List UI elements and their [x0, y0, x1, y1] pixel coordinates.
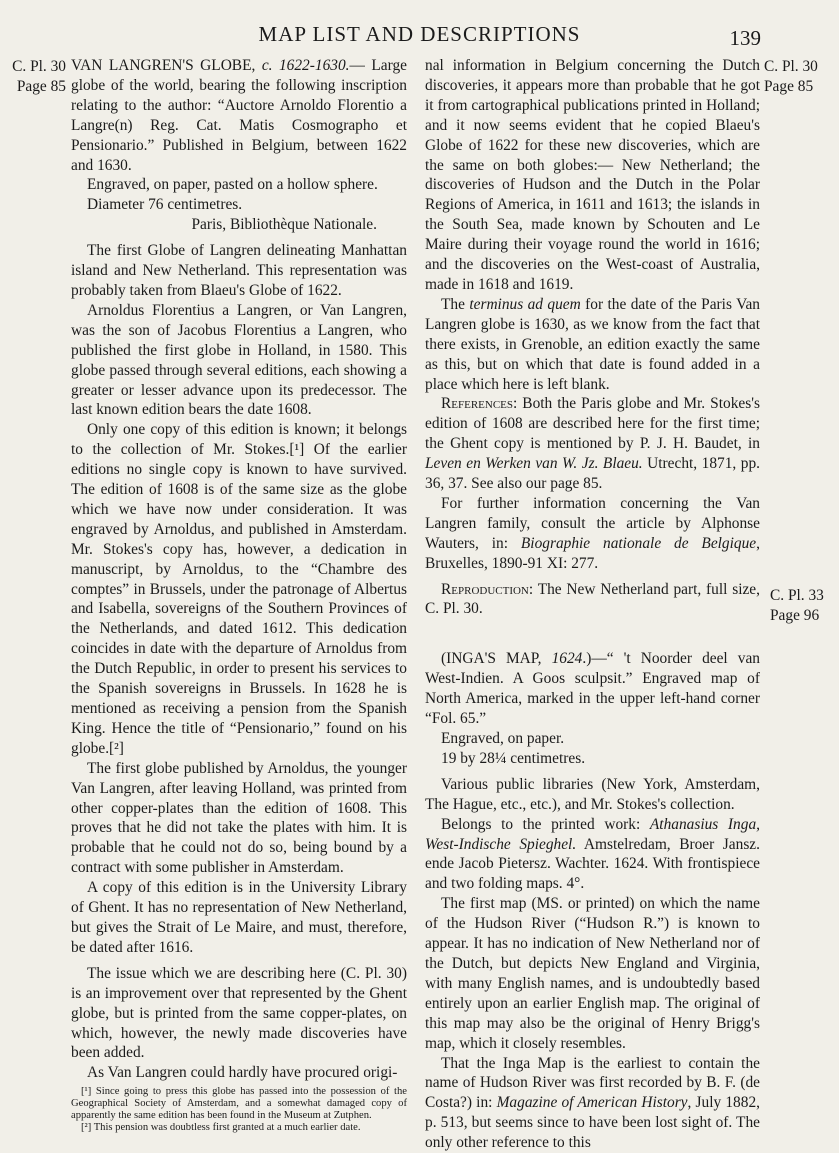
- paragraph: Engraved, on paper.: [425, 729, 760, 749]
- margin-note-right-2: [770, 586, 838, 625]
- references-label: References: [441, 395, 513, 412]
- entry-dash: —: [350, 57, 365, 74]
- footnote-1: [¹] Since going to press this globe has passed into the possession of the Geographical Society of Amsterdam, and a somewhat damaged copy of apparently the same edition has been found in the Museum at Zutphen.: [71, 1086, 407, 1122]
- location-line: Paris, Bibliothèque Nationale.: [71, 215, 407, 235]
- margin-page-ref: Page 96: [770, 606, 838, 626]
- page-header: [0, 18, 839, 54]
- entry-description: .)—“ 't Noorder deel van West-Indien. A Goos sculpsit.” Engraved map of North America, marked in the upper left-hand corner “Fol. 65.”: [425, 650, 760, 727]
- paragraph: [425, 295, 760, 395]
- entry-date: 1624: [552, 650, 583, 667]
- text-run: Belongs to the printed work:: [441, 816, 650, 833]
- section-break: [425, 619, 760, 649]
- paragraph: The first map (MS. or printed) on which the name of the Hudson River (“Hudson R.”) is known to appear. It has no indication of New Netherland nor of the Dutch, but depicts New England and Virginia, with many English names, and is undoubtedly based entirely upon an earlier English map. The original of this map may also be the original of Henry Brigg's map, which it closely resembles.: [425, 894, 760, 1053]
- paragraph: As Van Langren could hardly have procured origi-: [71, 1063, 407, 1083]
- italic-run: Leven en Werken van W. Jz. Blaeu.: [425, 455, 643, 472]
- paragraph: [425, 494, 760, 574]
- paragraph: Engraved, on paper, pasted on a hollow sphere.: [71, 175, 407, 195]
- margin-plate-ref: C. Pl. 30: [6, 57, 66, 77]
- text-run: The: [441, 296, 469, 313]
- text-run: for the date of the Paris Van Langren globe is 1630, as we know from the fact that there exists, in Grenoble, an edition exactly the same as this, but on which that date is found added in a place which here is left blank.: [425, 296, 760, 393]
- text-run: , Bruxelles, 1890-91 XI: 277.: [425, 535, 760, 572]
- entry-title: (INGA'S MAP,: [441, 650, 552, 667]
- paragraph: Only one copy of this edition is known; it belongs to the collection of Mr. Stokes.[¹] Of the earlier editions no single copy is known to have survived. The edition of 1608 is of the same size as the globe which we have now under consideration. It was engraved by Arnoldus, and published in Amsterdam. Mr. Stokes's copy has, however, a dedication in manuscript, by Arnoldus, to the “Chambre des comptes” in Brussels, under the patronage of Albertus and Isabella, sovereigns of the Southern Provinces of the Netherlands, and dated 1612. This dedication coincides in date with the departure of Arnoldus from the Dutch Republic, in order to present his services to the Spanish sovereigns in Brussels. In 1628 he is mentioned as receiving a pension from the Spanish King. Hence the title of “Pensionario,” found on his globe.[²]: [71, 420, 407, 758]
- paragraph: [425, 815, 760, 895]
- references-paragraph: [425, 394, 760, 494]
- italic-run: Athanasius Inga, West-Indische Spieghel.: [425, 816, 760, 853]
- right-column: [425, 56, 760, 1153]
- footnote-2: [²] This pension was doubtless first granted at a much earlier date.: [71, 1122, 407, 1134]
- reproduction-label: Reproduction: [441, 581, 529, 598]
- reproduction-paragraph: [425, 580, 760, 620]
- margin-note-left-1: [6, 57, 66, 96]
- margin-page-ref: Page 85: [6, 77, 66, 97]
- paragraph: Arnoldus Florentius a Langren, or Van Langren, was the son of Jacobus Florentius a Langren, who published the first globe in Holland, in 1580. This globe passed through several editions, each showing a greater or lesser advance upon its predecessor. The last known edition bears the date 1608.: [71, 301, 407, 420]
- entry-paragraph: [71, 56, 407, 175]
- margin-note-right-1: [764, 57, 832, 96]
- text-run: Amstelredam, Broer Jansz. ende Jacob Pietersz. Wachter. 1624. With frontispiece and two folding maps. 4°.: [425, 836, 760, 893]
- entry-paragraph: [425, 649, 760, 729]
- paragraph: Various public libraries (New York, Amsterdam, The Hague, etc., etc.), and Mr. Stokes's collection.: [425, 775, 760, 815]
- text-run: For further information concerning the Van Langren family, consult the article by Alphonse Wauters, in:: [425, 495, 760, 552]
- paragraph: The issue which we are describing here (C. Pl. 30) is an improvement over that represented by the Ghent globe, but is printed from the same copper-plates, on which, however, the newly made discoveries have been added.: [71, 964, 407, 1064]
- paragraph: The first Globe of Langren delineating Manhattan island and New Netherland. This representation was probably taken from Blaeu's Globe of 1622.: [71, 241, 407, 301]
- paragraph: [425, 1054, 760, 1153]
- text-run: That the Inga Map is the earliest to contain the name of Hudson River was first recorded by B. F. (de Costa?) in:: [425, 1055, 760, 1112]
- margin-page-ref: Page 85: [764, 77, 832, 97]
- paragraph: nal information in Belgium concerning the Dutch discoveries, it appears more than probable that he got it from cartographical publications printed in Holland; and it now seems evident that he copied Blaeu's Globe of 1622 for these new discoveries, which are the same on both globes:— New Netherland; the discoveries of Hudson and the Dutch in the Polar Regions of America, in 1611 and 1613; the islands in the South Sea, made known by Schouten and Le Maire during their voyage round the world in 1616; and the discoveries on the West-coast of Australia, made in 1618 and 1619.: [425, 56, 760, 295]
- entry-title: VAN LANGREN'S GLOBE,: [71, 57, 255, 74]
- text-run: , July 1882, p. 513, but seems since to have been lost sight of. The only other reference to this: [425, 1094, 760, 1151]
- text-run: : Both the Paris globe and Mr. Stokes's edition of 1608 are described here for the first time; the Ghent copy is mentioned by P. J. H. Baudet, in: [425, 395, 760, 452]
- italic-run: Magazine of American History: [497, 1094, 688, 1111]
- page-number: 139: [730, 26, 762, 51]
- text-run: Utrecht, 1871, pp. 36, 37. See also our page 85.: [425, 455, 760, 492]
- paragraph: The first globe published by Arnoldus, the younger Van Langren, after leaving Holland, was printed from other copper-plates than the edition of 1608. This proves that he did not take the plates with him. It is probable that he could not do so, being bound by a contract with some publisher in Amsterdam.: [71, 759, 407, 878]
- margin-plate-ref: C. Pl. 30: [764, 57, 832, 77]
- italic-run: terminus ad quem: [469, 296, 580, 313]
- paragraph: Diameter 76 centimetres.: [71, 195, 407, 215]
- entry-description: Large globe of the world, bearing the following inscription relating to the author: “Auctore Arnoldo Florentio a Langre(n) Reg. Cat. Matis Cosmographo et Pensionario.” Published in Belgium, between 1622 and 1630.: [71, 57, 407, 174]
- margin-plate-ref: C. Pl. 33: [770, 586, 838, 606]
- footnotes: [71, 1086, 407, 1134]
- left-column: [71, 56, 407, 1134]
- italic-run: Biographie nationale de Belgique: [521, 535, 756, 552]
- text-run: : The New Netherland part, full size, C. Pl. 30.: [425, 581, 760, 618]
- running-head: MAP LIST AND DESCRIPTIONS: [0, 22, 839, 47]
- paragraph: A copy of this edition is in the University Library of Ghent. It has no representation of New Netherland, but gives the Strait of Le Maire, and must, therefore, be dated after 1616.: [71, 878, 407, 958]
- entry-date: c. 1622-1630.: [262, 57, 350, 74]
- paragraph: 19 by 28¼ centimetres.: [425, 749, 760, 769]
